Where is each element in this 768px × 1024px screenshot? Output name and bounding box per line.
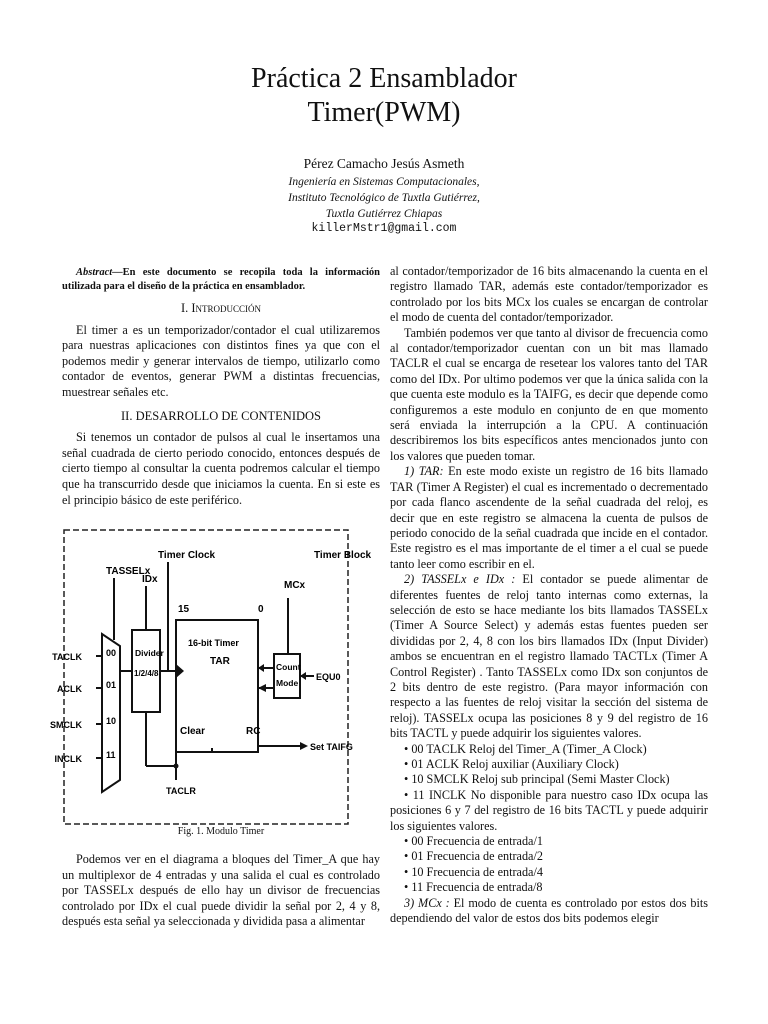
section-title: Introducción bbox=[191, 301, 262, 315]
label-aclk: ACLK bbox=[57, 684, 82, 694]
label-16bit-timer: 16-bit Timer bbox=[188, 638, 239, 648]
section-1-body: El timer a es un temporizador/contador el cual utilizaremos para nuestras aplicaciones con distintos fines ya que con el podemos medir y generar intervalos de tiempo, utilizarlo como contador de eventos, generar PWM a distintas frecuencias, muestrear señales etc. bbox=[62, 322, 380, 399]
paragraph: al contador/temporizador de 16 bits almacenando la cuenta en el registro llamado TAR, además este contador/temporizador es controlado por los bits MCx los cuales se encargan de controlar el modo de cuenta del contador/temporizador. bbox=[390, 264, 708, 325]
list-item: • 10 Frecuencia de entrada/4 bbox=[404, 864, 543, 879]
section-2-body: Si tenemos un contador de pulsos al cual le insertamos una señal cuadrada de cierto periodo conocido, entonces después de cierto tiempo al consultar la cuenta podremos calcular el tiempo que ha transcurrido desde que iniciamos la cuenta. En si este es el principio básico de este periférico. bbox=[62, 430, 380, 507]
label-01: 01 bbox=[106, 680, 117, 690]
section-2-heading bbox=[62, 409, 380, 425]
abstract-text: —En este documento se recopila toda la información utilizada para el diseño de la práctica en ensamblador. bbox=[62, 267, 380, 292]
list-item: • 01 ACLK Reloj auxiliar (Auxiliary Clock) bbox=[404, 757, 619, 771]
label-set-taifg: Set TAIFG bbox=[310, 742, 353, 752]
affiliation bbox=[0, 174, 768, 222]
label-mode: Mode bbox=[276, 678, 299, 688]
figure-caption: Fig. 1. Modulo Timer bbox=[177, 826, 265, 837]
taifg-arrow bbox=[300, 742, 308, 750]
label-divider: Divider bbox=[135, 648, 164, 658]
label-15: 15 bbox=[178, 604, 190, 615]
label-taclk: TACLK bbox=[52, 652, 82, 662]
paragraph: También podemos ver que tanto al divisor de frecuencia como al contador/temporizador cuentan con un bit mas llamado TACLR el cual se encarga de resetear los valores tanto del TAR como del IDx. Por ultimo podemos ver que la única salida con la que cuenta este modulo es la TAIFG, es decir que depende como configuremos a este modulo en conjunto de en que momento será enviada la interrupción a la CPU. A continuación describiremos los bits específicos antes mencionados junto con los valores que pueden tomar. bbox=[390, 325, 708, 463]
section-title: DESARROLLO DE CONTENIDOS bbox=[135, 408, 321, 423]
right-column bbox=[390, 264, 708, 926]
label-mcx: MCx bbox=[284, 580, 306, 591]
subsection-text: El contador se puede alimentar de diferentes fuentes de reloj tanto internas como externas, la selección de esto se hace mediante los bits llamados TASSELx (Timer A Source Select) y además estas fuentes pueden ser divididas por 2, 4, 8 con los birs llamados IDx (Input Divider) ambos se encuentran en el registro llamado TACTLx (Timer A Control Register) . Tanto TASSELx como IDx son conjuntos de 2 bits dentro de este registro. (Para mayor información con respecto a las fuentes de reloj visitar la sección del sistema de reloj). TASSELx ocupa las posiciones 8 y 9 del registro de 16 bits TACTL y puede adquirir los siguientes valores. bbox=[390, 572, 709, 741]
subsection-label: 2) TASSELx e IDx : bbox=[404, 572, 516, 587]
list-item: • 11 INCLK No disponible para nuestro caso IDx ocupa las posiciones 6 y 7 del registro de 16 bits TACTL y puede adquirir los siguientes valores. bbox=[390, 787, 708, 833]
left-column-top bbox=[62, 266, 380, 508]
rc-arrow bbox=[258, 684, 266, 692]
label-equ0: EQU0 bbox=[316, 672, 341, 682]
abstract bbox=[62, 266, 380, 293]
label-timer-clock: Timer Clock bbox=[158, 550, 216, 561]
label-0: 0 bbox=[258, 604, 264, 615]
label-smclk: SMCLK bbox=[50, 720, 82, 730]
label-tar: TAR bbox=[210, 656, 230, 667]
subsection-tar bbox=[390, 464, 708, 572]
junction-dot bbox=[174, 764, 179, 769]
label-10: 10 bbox=[106, 716, 117, 726]
figure-timer-diagram bbox=[50, 528, 372, 826]
title-line-1: Práctica 2 Ensamblador bbox=[251, 63, 517, 94]
affiliation-line: Ingeniería en Sistemas Computacionales, bbox=[288, 176, 480, 188]
label-11: 11 bbox=[106, 750, 116, 760]
subsection-tassel bbox=[390, 572, 708, 741]
list-item: • 01 Frecuencia de entrada/2 bbox=[404, 849, 543, 864]
section-number: II. bbox=[121, 408, 136, 423]
paragraph-after-figure: Podemos ver en el diagrama a bloques del Timer_A que hay un multiplexor de 4 entradas y una salida el cual es controlado por TASSELx después de ello hay un divisor de frecuencias controlado por IDx el cual puede dividir la señal por 2, 4 y 8, después esta señal ya seleccionada y dividida pasa a alimentar bbox=[62, 852, 380, 929]
label-tassel: TASSELx bbox=[106, 566, 151, 577]
list-item: • 00 TACLK Reloj del Timer_A (Timer_A Clock) bbox=[404, 741, 647, 756]
count-mode-box bbox=[274, 654, 300, 698]
label-count: Count bbox=[276, 662, 301, 672]
subsection-label: 3) MCx : bbox=[404, 895, 450, 910]
left-column-bottom bbox=[62, 852, 380, 930]
title-line-2: Timer(PWM) bbox=[307, 97, 461, 128]
label-clear: Clear bbox=[180, 726, 206, 737]
subsection-text: El modo de cuenta es controlado por estos dos bits dependiendo del valor de estos dos bits podemos elegir bbox=[390, 895, 709, 926]
label-idx: IDx bbox=[142, 574, 158, 585]
list-item: • 10 SMCLK Reloj sub principal (Semi Master Clock) bbox=[404, 772, 670, 787]
author-name: Pérez Camacho Jesús Asmeth bbox=[303, 156, 465, 171]
affiliation-line: Tuxtla Gutiérrez Chiapas bbox=[325, 208, 443, 220]
label-00: 00 bbox=[106, 648, 117, 658]
subsection-text: En este modo existe un registro de 16 bits llamado TAR (Timer A Register) el cual es incrementado o decrementado por cada flanco ascendente de la señal cuadrada del reloj, es decir que en este registro se almacena la cuenta de pulsos de periodo conocido de la señal cuadrada que incide en el contador. Este registro es el mas importante de el timer a el cual se puede tanto leer como escribir en el. bbox=[390, 464, 708, 571]
label-rc: RC bbox=[246, 726, 261, 737]
abstract-label: Abstract bbox=[76, 267, 113, 278]
section-number: I. bbox=[180, 301, 192, 315]
paper-title bbox=[0, 62, 768, 130]
affiliation-line: Instituto Tecnológico de Tuxtla Gutiérrez, bbox=[288, 192, 480, 204]
label-inclk: INCLK bbox=[54, 754, 82, 764]
label-divider-ratio: 1/2/4/8 bbox=[134, 669, 159, 678]
list-item: • 00 Frecuencia de entrada/1 bbox=[404, 834, 543, 849]
timer-block-diagram bbox=[50, 528, 372, 826]
subsection-mcx bbox=[390, 896, 708, 927]
label-taclr: TACLR bbox=[166, 786, 196, 796]
section-1-heading bbox=[62, 301, 380, 317]
label-timer-block: Timer Block bbox=[314, 550, 372, 561]
list-item: • 11 Frecuencia de entrada/8 bbox=[404, 880, 543, 895]
subsection-label: 1) TAR: bbox=[404, 464, 444, 479]
author-email: killerMstr1@gmail.com bbox=[311, 222, 457, 235]
